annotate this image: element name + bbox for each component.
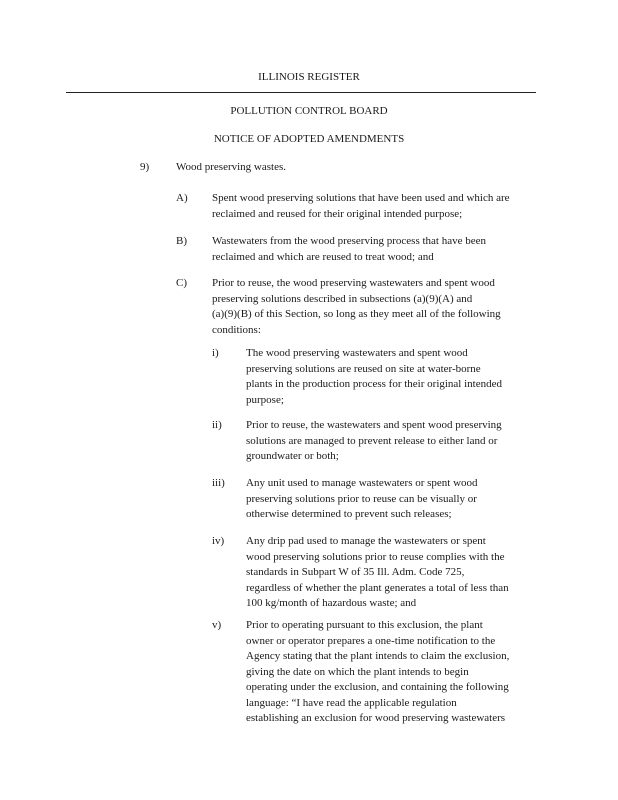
text-line: 100 kg/month of hazardous waste; and — [246, 597, 417, 609]
text-line: plants in the production process for their original intended — [246, 378, 502, 390]
subsection-b-text — [212, 234, 486, 265]
condition-iv-text — [246, 534, 509, 612]
text-line: otherwise determined to prevent such releases; — [246, 508, 452, 520]
text-line: Prior to operating pursuant to this exclusion, the plant — [246, 619, 483, 631]
text-line: wood preserving solutions prior to reuse complies with the — [246, 550, 505, 563]
text-line: Prior to reuse, the wastewaters and spent wood preserving — [246, 419, 502, 431]
register-title: ILLINOIS REGISTER — [258, 71, 360, 83]
text-line: Any unit used to manage wastewaters or spent wood — [246, 477, 478, 489]
item-9-number: 9) — [140, 161, 150, 173]
text-line: solutions are managed to prevent release to either land or — [246, 434, 498, 447]
text-line: reclaimed and which are reused to treat wood; and — [212, 250, 434, 263]
condition-iv-label: iv) — [212, 535, 225, 547]
text-line: giving the date on which the plant intends to begin — [246, 665, 469, 678]
condition-iii-label: iii) — [212, 477, 225, 489]
subsection-c-label: C) — [176, 277, 187, 289]
text-line: conditions: — [212, 323, 261, 336]
text-line: establishing an exclusion for wood preserving wastewaters — [246, 712, 506, 724]
condition-ii-label: ii) — [212, 419, 222, 431]
text-line: (a)(9)(B) of this Section, so long as they meet all of the following — [212, 308, 501, 320]
notice-title: NOTICE OF ADOPTED AMENDMENTS — [213, 133, 405, 145]
condition-ii-text — [246, 418, 502, 465]
subsection-c-text — [212, 276, 501, 338]
text-line: preserving solutions described in subsections (a)(9)(A) and — [212, 292, 473, 305]
text-line: The wood preserving wastewaters and spent wood — [246, 347, 468, 359]
text-line: preserving solutions are reused on site at water-borne — [246, 362, 481, 375]
text-line: Any drip pad used to manage the wastewaters or spent — [246, 535, 486, 547]
text-line: Wastewaters from the wood preserving process that have been — [212, 235, 487, 247]
subsection-a-text — [212, 191, 510, 222]
text-line: language: “I have read the applicable regulation — [246, 696, 457, 709]
condition-v-label: v) — [212, 619, 222, 631]
text-line: owner or operator prepares a one-time notification to the — [246, 634, 496, 647]
condition-i-text — [246, 346, 502, 408]
item-9-title: Wood preserving wastes. — [176, 161, 287, 173]
text-line: standards in Subpart W of 35 Ill. Adm. Code 725, — [246, 566, 465, 578]
text-line: Agency stating that the plant intends to claim the exclusion, — [246, 650, 510, 662]
subsection-a-label: A) — [176, 192, 188, 204]
header-rule — [66, 92, 536, 93]
board-title: POLLUTION CONTROL BOARD — [230, 105, 388, 117]
subsection-b-label: B) — [176, 235, 187, 247]
text-line: Prior to reuse, the wood preserving wastewaters and spent wood — [212, 277, 495, 289]
text-line: preserving solutions prior to reuse can be visually or — [246, 492, 477, 505]
text-line: regardless of whether the plant generates a total of less than — [246, 581, 509, 594]
condition-iii-text — [246, 476, 478, 523]
text-line: purpose; — [246, 393, 284, 406]
text-line: operating under the exclusion, and containing the following — [246, 681, 509, 693]
condition-i-label: i) — [212, 347, 219, 359]
condition-v-text — [246, 618, 509, 727]
text-line: reclaimed and reused for their original intended purpose; — [212, 207, 463, 220]
text-line: Spent wood preserving solutions that have been used and which are — [212, 192, 510, 204]
text-line: groundwater or both; — [246, 450, 339, 462]
